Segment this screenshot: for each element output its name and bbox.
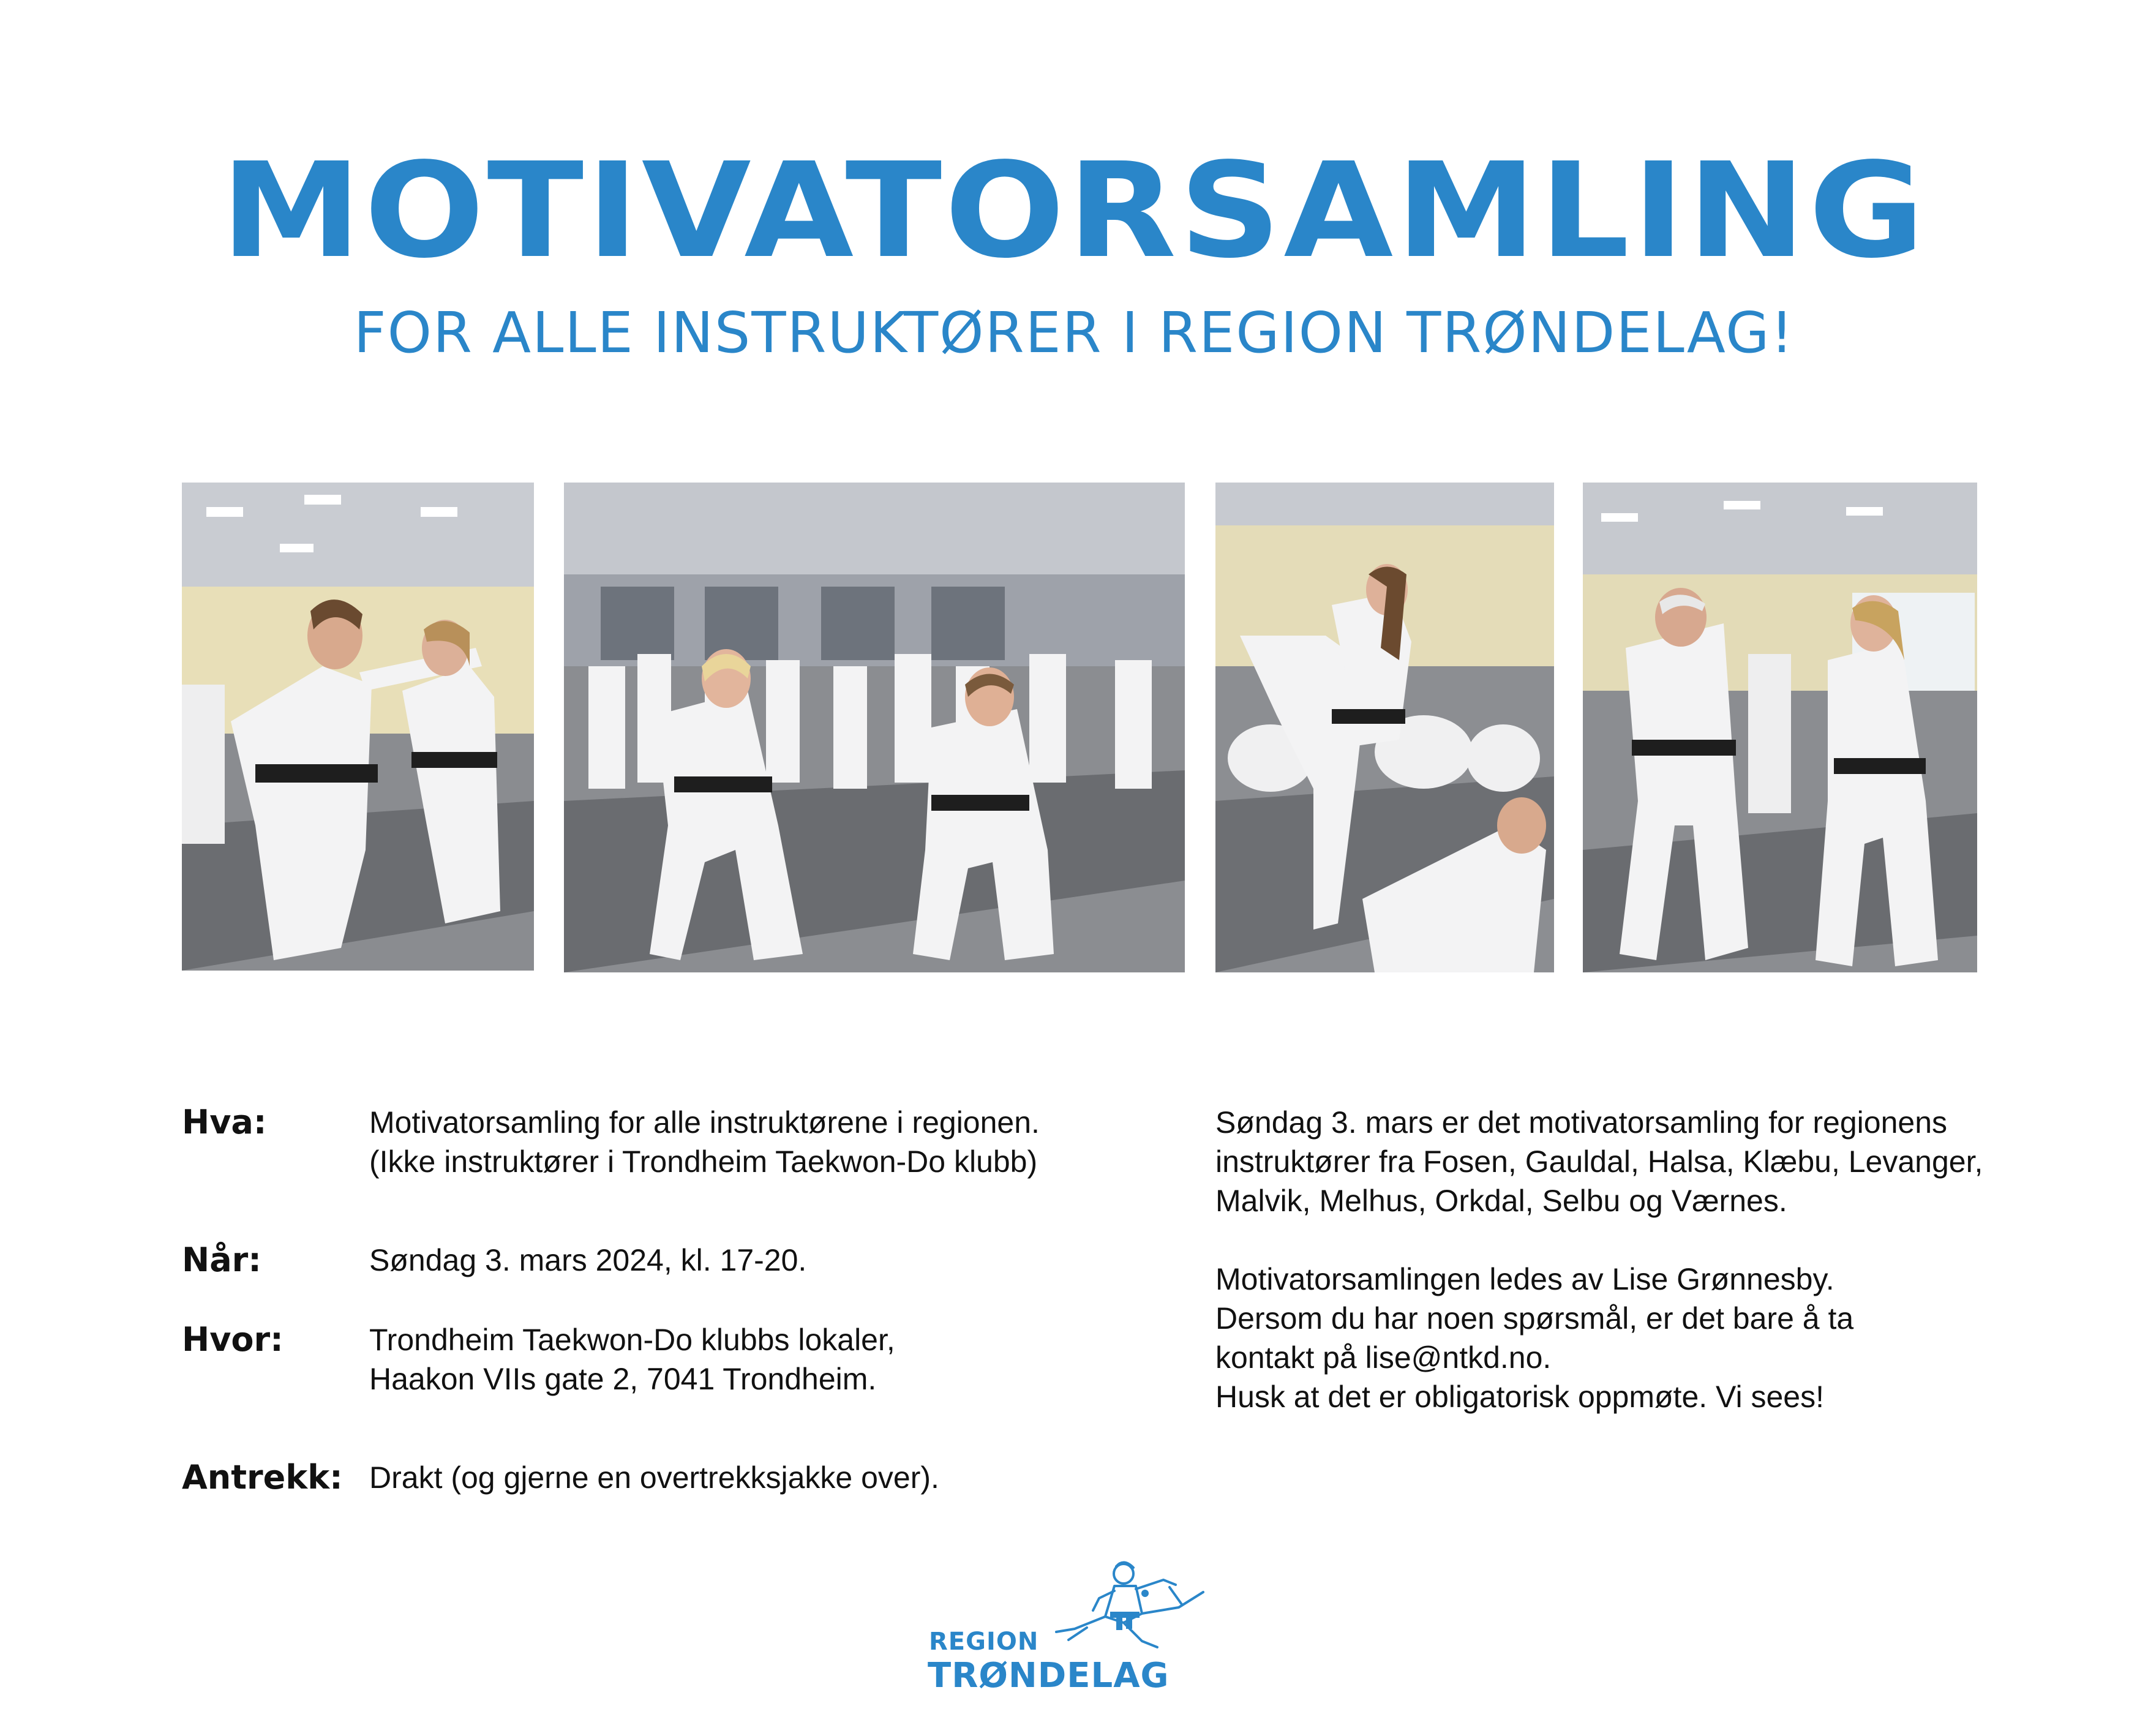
right-paragraph-2-line-1: Motivatorsamlingen ledes av Lise Grønnesby. — [1215, 1262, 1834, 1296]
value-attire — [369, 1458, 939, 1497]
value-where-line-2: Haakon VIIs gate 2, 7041 Trondheim. — [369, 1362, 877, 1396]
label-attire: Antrekk: — [182, 1458, 343, 1497]
value-where-line-1: Trondheim Taekwon-Do klubbs lokaler, — [369, 1323, 895, 1357]
right-paragraph-2 — [1215, 1260, 2011, 1416]
logo-text-region: REGION — [929, 1628, 1039, 1656]
right-paragraph-2-line-2: Dersom du har noen spørsmål, er det bare å ta — [1215, 1301, 1854, 1336]
region-logo — [922, 1555, 1215, 1696]
value-attire-line-1: Drakt (og gjerne en overtrekksjakke over). — [369, 1460, 939, 1495]
kicking-figure-icon — [1050, 1555, 1209, 1659]
right-paragraph-1: Søndag 3. mars er det motivatorsamling for regionens instruktører fra Fosen, Gauldal, Halsa, Klæbu, Levanger, Malvik, Melhus, Orkdal, Selbu og Værnes. — [1215, 1105, 1983, 1218]
value-where — [369, 1320, 895, 1399]
value-when — [369, 1241, 806, 1280]
label-where: Hvor: — [182, 1320, 284, 1359]
photo-group-training — [564, 483, 1185, 972]
page-title: MOTIVATORSAMLING — [220, 135, 1928, 287]
page-subtitle: FOR ALLE INSTRUKTØRER I REGION TRØNDELAG! — [353, 300, 1795, 366]
photo-block-practice — [1583, 483, 1977, 972]
right-paragraph-2-line-3: kontakt på lise@ntkd.no. — [1215, 1340, 1552, 1375]
value-what-line-1: Motivatorsamling for alle instruktørene i regionen. — [369, 1105, 1040, 1140]
value-what — [369, 1103, 1040, 1181]
photo-instructors-punching — [182, 483, 534, 971]
label-what: Hva: — [182, 1103, 267, 1141]
value-when-line-1: Søndag 3. mars 2024, kl. 17-20. — [369, 1243, 807, 1277]
photo-side-kick — [1215, 483, 1554, 972]
right-column — [1215, 1103, 2011, 1416]
right-paragraph-2-line-4: Husk at det er obligatorisk oppmøte. Vi sees! — [1215, 1380, 1824, 1414]
value-what-line-2: (Ikke instruktører i Trondheim Taekwon-Do klubb) — [369, 1144, 1038, 1179]
logo-text-trondelag: TRØNDELAG — [928, 1656, 1170, 1696]
label-when: Når: — [182, 1241, 261, 1279]
